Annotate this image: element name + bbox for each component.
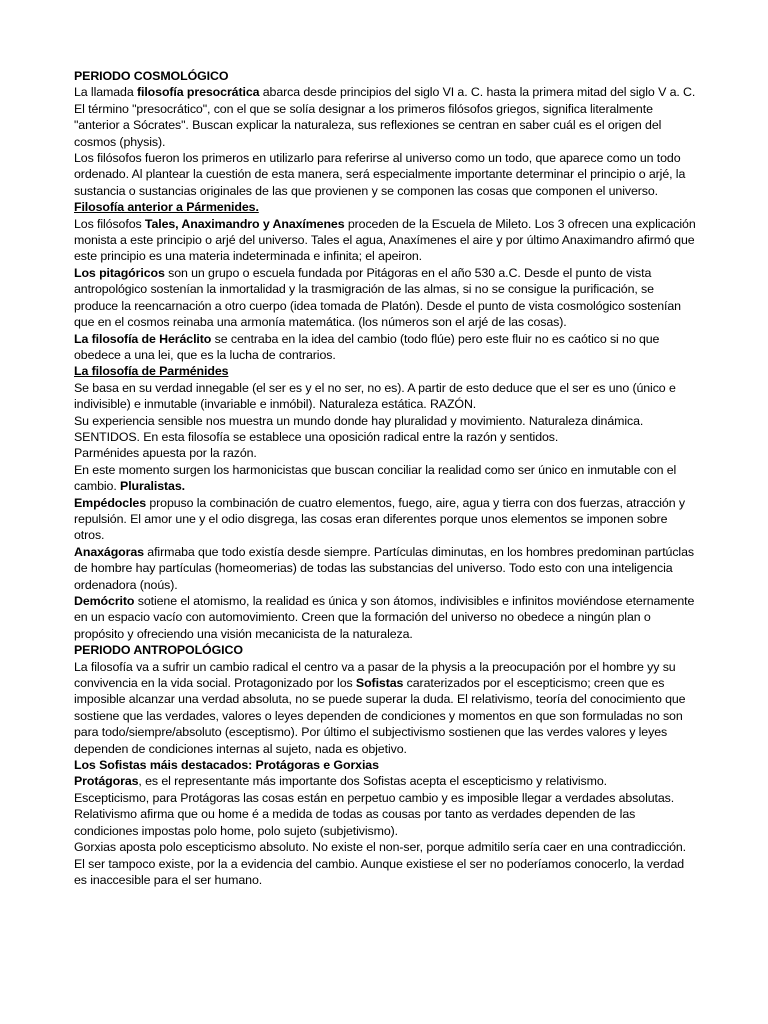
paragraph-pitagoricos xyxy=(74,265,698,331)
paragraph-verdad: Se basa en su verdad innegable (el ser es y el no ser, no es). A partir de esto deduce que el ser es uno (único e indivisible) e inmutable (invariable e inmóbil). Naturaleza estática. RAZÓN. xyxy=(74,380,676,412)
bold-term: Tales, Anaximandro y Anaxímenes xyxy=(144,216,345,231)
text-run: sotiene el atomismo, la realidad es única y son átomos, indivisibles e infinitos moviéndose eternamente en un espacio vacío con automovimiento. Creen que la formación del universo no obedece a ningún plan o propósito y ofreciendo una visión mecanicista de la naturaleza. xyxy=(74,594,695,641)
bold-term: Sofistas xyxy=(355,676,404,691)
text-run: En este momento surgen los harmonicistas que buscan conciliar la realidad como ser único en inmutable con el cambio. xyxy=(74,462,677,494)
paragraph-empedocles xyxy=(74,495,698,544)
text-run: proceden de la Escuela de Mileto. Los 3 ofrecen una explicación monista a este principio o arjé del universo. Tales el agua, Anaxímenes el aire y por último Anaximandro afirmó que este principio es una materia indeterminada e infinita; el apeiron. xyxy=(74,216,696,264)
bold-term: Protágoras xyxy=(74,774,139,789)
text-run: , es el representante más importante dos Sofistas acepta el escepticismo y relativismo. xyxy=(138,774,607,789)
paragraph-cosmos: Los filósofos fueron los primeros en utilizarlo para referirse al universo como un todo, que aparece como un todo ordenado. Al plantear la cuestión de esta manera, será especialmente importante determinar el principio o arjé, la sustancia o sustancias originales de las que provienen y se componen las cosas que componen el universo. xyxy=(74,151,686,198)
text-run: abarca desde principios del siglo VI a. C. hasta la primera mitad del siglo V a. C. El término "presocrático", con el que se solía designar a los primeros filósofos griegos, significa literalmente "anterior a Sócrates". Buscan explicar la naturaleza, sus reflexiones se centran en saber cuál es el origen del cosmos (physis). xyxy=(74,85,696,149)
text-run: La filosofía va a sufrir un cambio radical el centro va a pasar de la physis a la preocupación por el hombre yy su convivencia en la vida social. Protagonizado por los xyxy=(74,659,676,691)
text-run: caraterizados por el escepticismo; creen que es imposible alcanzar una verdad absoluta, no se puede superar la duda. El relativismo, teoría del conocimiento que sostiene que las verdades, valores o leyes dependen de condiciones y momentos en que son formuladas no son para todo/siempre/absoluto (esceptismo). Por último el subjectivismo sostienen que las verdes valores y leyes dependen de condiciones internas al sujeto, nada es objetivo. xyxy=(74,676,686,756)
bold-term: Empédocles xyxy=(74,495,146,510)
text-run: son un grupo o escuela fundada por Pitágoras en el año 530 a.C. Desde el punto de vista antropológico sostenían la inmortalidad y la trasmigración de las almas, si no se consigue la purificación, se produce la reencarnación a otro cuerpo (idea tomada de Platón). Desde el punto de vista cosmológico sostenían que en el cosmos reinaba una armonía matemática. (los números son el arjé de las cosas). xyxy=(74,265,681,330)
paragraph-gorxias: Gorxias aposta polo escepticismo absoluto. No existe el non-ser, porque admitilo sería caer en una contradicción. El ser tampoco existe, por la a evidencia del cambio. Aunque existiese el ser no poderíamos conocerlo, la verdad es inaccesible para el ser humano. xyxy=(74,840,687,887)
bold-term: Los pitagóricos xyxy=(74,265,165,280)
paragraph-protagoras xyxy=(74,773,698,789)
paragraph-heraclito xyxy=(74,331,698,364)
section-heading-cosmologico: PERIODO COSMOLÓGICO xyxy=(74,69,229,83)
paragraph-mileto xyxy=(74,216,698,265)
text-run: se centraba en la idea del cambio (todo flúe) pero este fluir no es caótico si no que obedece a una lei, que es la lucha de contrarios. xyxy=(74,331,660,362)
bold-term: filosofía presocrática xyxy=(136,85,260,100)
paragraph-razon: Parménides apuesta por la razón. xyxy=(74,446,257,461)
text-run: Los filósofos xyxy=(74,216,145,231)
paragraph-sofistas xyxy=(74,659,698,757)
text-run: propuso la combinación de cuatro elementos, fuego, aire, agua y tierra con dos fuerzas, atracción y repulsión. El amor une y el odio disgrega, las cosas eran diferentes porque unos elementos se imponen sobre otros. xyxy=(74,495,685,543)
paragraph-democrito xyxy=(74,593,698,642)
paragraph-anaxagoras xyxy=(74,544,698,593)
bold-term: Pluralistas. xyxy=(120,479,185,494)
text-run: afirmaba que todo existía desde siempre. Partículas diminutas, en los hombres predominan partúclas de hombre hay partículas (homeomerias) de todas las substancias del universo. Todo esto con una inteligencia ordenadora (noús). xyxy=(74,544,694,592)
text-run: La llamada xyxy=(74,85,137,100)
bold-term: La filosofía de Heráclito xyxy=(74,331,212,346)
paragraph-escepticismo: Escepticismo, para Protágoras las cosas están en perpetuo cambio y es imposible llegar a verdades absolutas. Relativismo afirma que ou home é a medida de todas as cousas por tanto as verdades dependen de las condiciones impostas polo home, polo sujeto (subjetivismo). xyxy=(74,790,675,838)
document-page xyxy=(74,68,698,888)
subheading-parmenides: La filosofía de Parménides xyxy=(74,364,229,379)
bold-term: Anaxágoras xyxy=(74,544,144,559)
paragraph-experiencia: Su experiencia sensible nos muestra un mundo donde hay pluralidad y movimiento. Naturaleza dinámica. SENTIDOS. En esta filosofía se establece una oposición radical entre la razón y sentidos. xyxy=(74,413,644,444)
bold-term: Demócrito xyxy=(74,594,135,608)
section-heading-antropologico: PERIODO ANTROPOLÓGICO xyxy=(74,643,243,658)
subheading-anterior-parmenides: Filosofía anterior a Pármenides. xyxy=(74,200,259,215)
paragraph-presocratica xyxy=(74,84,698,150)
subheading-sofistas-destacados: Los Sofistas máis destacados: Protágoras e Gorxias xyxy=(74,758,379,773)
paragraph-harmonicistas xyxy=(74,462,698,495)
